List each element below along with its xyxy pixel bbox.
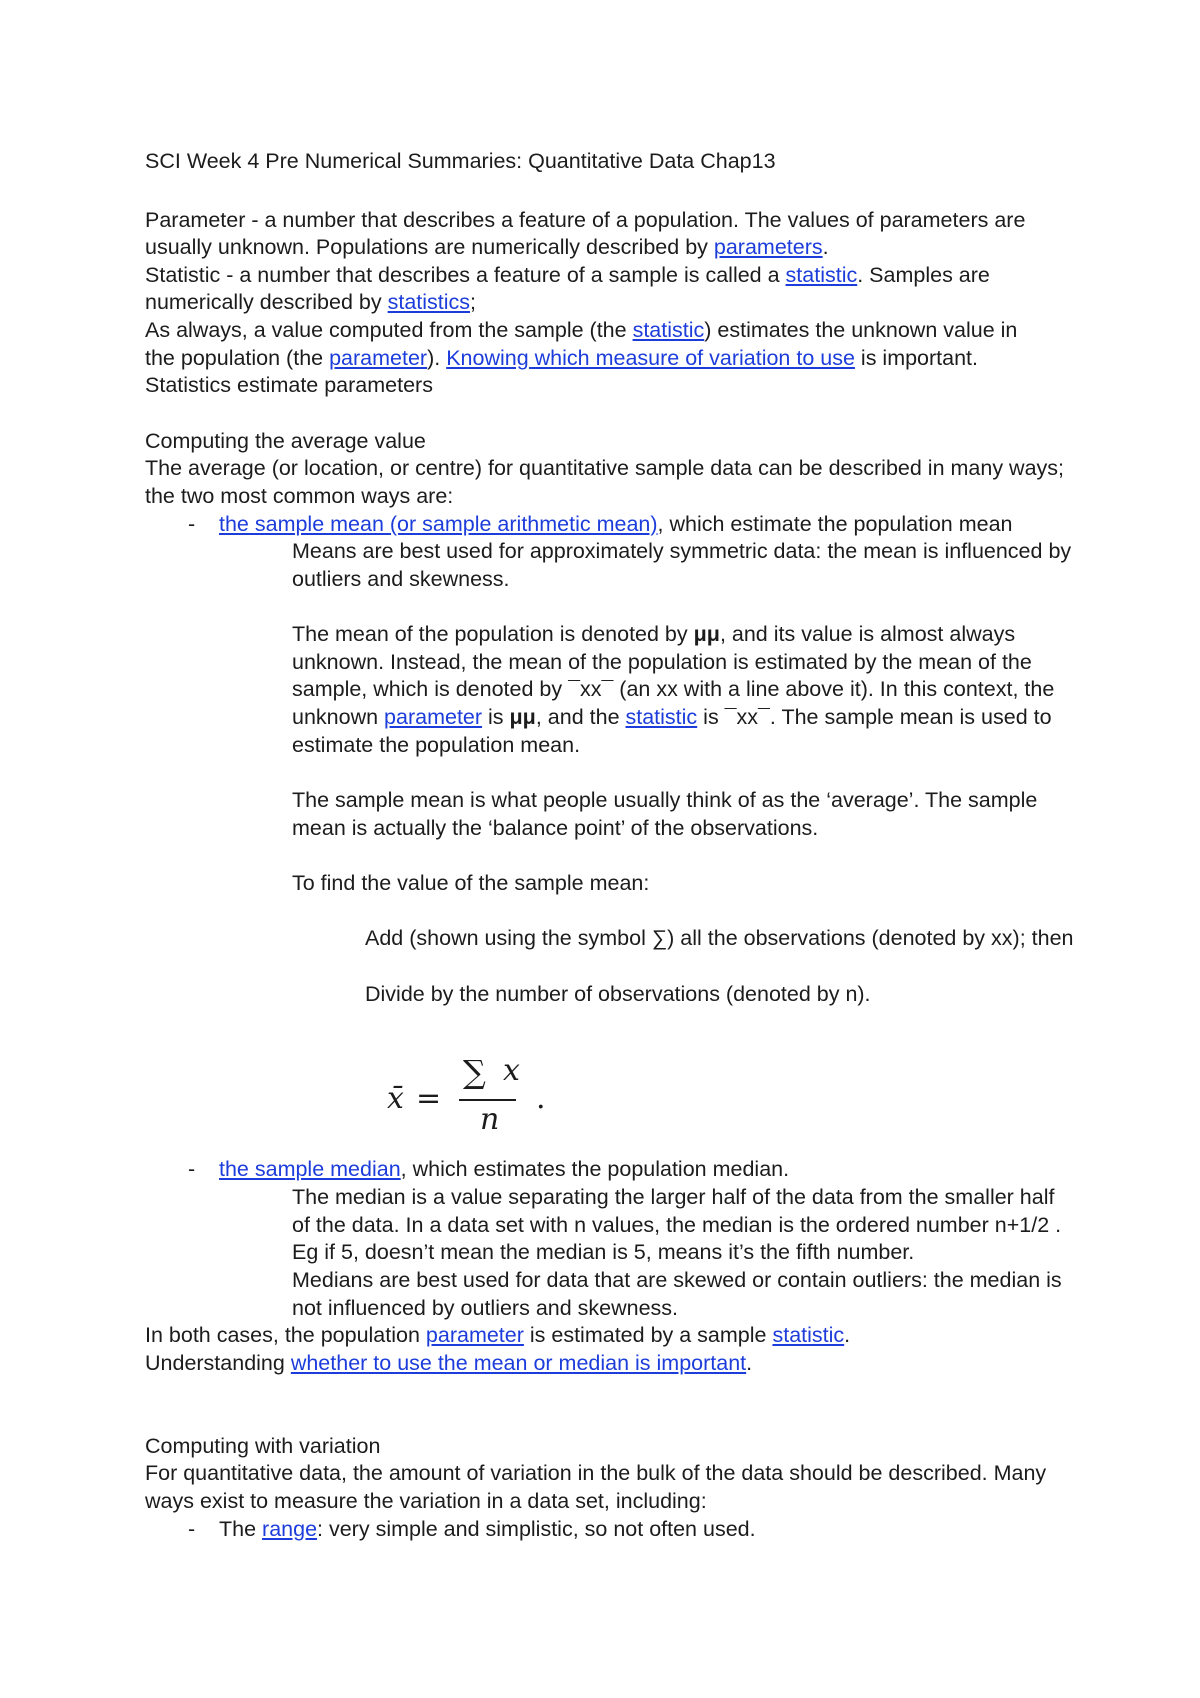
text-segment: usually unknown. Populations are numerically described by xyxy=(145,235,714,260)
text-segment: Statistics estimate parameters xyxy=(145,373,433,398)
text-segment: numerically described by xyxy=(145,290,388,315)
text-segment: is important. xyxy=(854,345,979,370)
paragraph-line xyxy=(145,732,1145,760)
text-segment: , and its value is almost always xyxy=(719,622,1016,647)
text-segment: . xyxy=(844,1323,851,1348)
paragraph-line: ways exist to measure the variation in a data set, including: xyxy=(145,1489,707,1514)
paragraph-line: The sample mean is what people usually think of as the ‘average’. The sample xyxy=(292,788,1038,813)
paragraph-line: of the data. In a data set with n values, the median is the ordered number n+1/2 . xyxy=(292,1212,1062,1237)
paragraph-line: To find the value of the sample mean: xyxy=(292,870,650,895)
bullet-sample-median xyxy=(145,1156,1145,1184)
step-line: Add (shown using the symbol ∑) all the observations (denoted by xx); then xyxy=(365,926,1074,951)
paragraph-line: The median is a value separating the larger half of the data from the smaller half xyxy=(292,1185,1055,1210)
definition-line xyxy=(145,289,1145,317)
text-segment: unknown. Instead, the mean of the population is estimated by the mean of the xyxy=(292,649,1032,674)
link-mean-or-median[interactable]: whether to use the mean or median is important xyxy=(290,1350,747,1375)
definition-line xyxy=(145,372,1145,400)
paragraph-line xyxy=(145,1322,1145,1350)
link-statistics[interactable]: statistics xyxy=(387,290,471,315)
definition-line xyxy=(145,234,1145,262)
bullet-marker: - xyxy=(188,1516,196,1541)
definition-line xyxy=(145,207,1145,235)
link-range[interactable]: range xyxy=(262,1516,318,1541)
definitions-block xyxy=(145,207,1145,400)
definition-line xyxy=(145,262,1145,290)
blank-line xyxy=(145,594,1145,622)
text-segment: ) estimates the unknown value in xyxy=(704,318,1018,343)
bullet-text xyxy=(219,1516,756,1544)
text-segment: is estimated by a sample xyxy=(523,1323,773,1348)
text-segment: , which estimate the population mean xyxy=(657,511,1013,536)
text-segment: As always, a value computed from the sample (the xyxy=(145,318,633,343)
text-segment: . xyxy=(822,235,829,260)
text-segment: : very simple and simplistic, so not often used. xyxy=(317,1516,756,1541)
paragraph-line: For quantitative data, the amount of variation in the bulk of the data should be described. Many xyxy=(145,1461,1047,1486)
link-measure-of-variation[interactable]: Knowing which measure of variation to use xyxy=(446,345,855,370)
paragraph-line: Medians are best used for data that are skewed or contain outliers: the median is xyxy=(292,1268,1062,1292)
link-statistic[interactable]: statistic xyxy=(632,318,705,343)
blank-line xyxy=(145,1405,1145,1433)
blank-line xyxy=(145,842,1145,870)
text-segment: , which estimates the population median. xyxy=(400,1157,790,1182)
text-segment: The mean of the population is denoted by xyxy=(292,622,694,647)
paragraph-line: mean is actually the ‘balance point’ of the observations. xyxy=(292,815,819,840)
text-segment: unknown xyxy=(292,705,385,730)
text-segment: Statistic - a number that describes a feature of a sample is called a xyxy=(145,262,786,287)
text-segment: the population (the xyxy=(145,345,330,370)
mu-symbol: μμ xyxy=(509,705,536,730)
sample-mean-formula xyxy=(145,1008,1145,1156)
mu-symbol: μμ xyxy=(693,622,720,647)
bullet-marker: - xyxy=(188,511,196,536)
document-body xyxy=(145,148,1145,1544)
link-parameter[interactable]: parameter xyxy=(425,1323,524,1348)
bullet-range xyxy=(145,1516,1145,1544)
blank-line xyxy=(145,400,1145,428)
text-segment: , and the xyxy=(535,705,626,730)
text-segment: is ¯xx¯. The sample mean is used to xyxy=(697,705,1052,730)
section-heading: Computing with variation xyxy=(145,1433,381,1458)
document-title: SCI Week 4 Pre Numerical Summaries: Quantitative Data Chap13 xyxy=(145,148,776,173)
paragraph-line: Eg if 5, doesn’t mean the median is 5, means it’s the fifth number. xyxy=(292,1240,915,1265)
link-sample-mean[interactable]: the sample mean (or sample arithmetic mean) xyxy=(219,511,658,536)
blank-line xyxy=(145,1378,1145,1406)
bullet-text xyxy=(219,511,1013,539)
text-segment: ; xyxy=(470,290,477,315)
paragraph-line xyxy=(145,1350,1145,1378)
text-segment: The xyxy=(219,1516,263,1541)
text-segment: is xyxy=(482,705,510,730)
text-segment: ). xyxy=(427,345,447,370)
link-parameters[interactable]: parameters xyxy=(713,235,823,260)
text-segment: . Samples are xyxy=(857,262,990,287)
bullet-sample-mean xyxy=(145,511,1145,539)
paragraph-line: outliers and skewness. xyxy=(292,566,510,591)
definition-line xyxy=(145,345,1145,373)
text-segment: In both cases, the population xyxy=(145,1323,426,1348)
text-segment: sample, which is denoted by ¯xx¯ (an xx with a line above it). In this context, the xyxy=(292,677,1055,702)
formula-fraction-bar xyxy=(459,1099,516,1100)
bullet-marker: - xyxy=(188,1157,196,1182)
blank-line xyxy=(145,898,1145,926)
formula-sum-symbol: ∑ xyxy=(463,1053,486,1092)
link-parameter[interactable]: parameter xyxy=(329,345,428,370)
formula-equals: = xyxy=(416,1081,442,1117)
paragraph-line: not influenced by outliers and skewness. xyxy=(292,1295,679,1320)
step-line: Divide by the number of observations (denoted by n). xyxy=(365,981,871,1006)
link-sample-median[interactable]: the sample median xyxy=(219,1157,401,1182)
formula-numerator-x: x xyxy=(503,1053,520,1089)
paragraph-line xyxy=(145,676,1145,704)
definition-line xyxy=(145,317,1145,345)
paragraph-line xyxy=(145,704,1145,732)
formula-x-bar: x̄ xyxy=(387,1081,404,1117)
text-segment: Understanding xyxy=(145,1350,291,1375)
bullet-text xyxy=(219,1156,789,1184)
paragraph-line: Means are best used for approximately symmetric data: the mean is influenced by xyxy=(292,539,1072,564)
paragraph-line: The average (or location, or centre) for quantitative sample data can be described in many ways; xyxy=(145,456,1065,481)
variation-section xyxy=(145,1433,1145,1544)
blank-line xyxy=(145,759,1145,787)
text-segment: estimate the population mean. xyxy=(292,732,581,757)
link-statistic[interactable]: statistic xyxy=(785,262,858,287)
text-segment: . xyxy=(746,1350,753,1375)
formula-period: . xyxy=(536,1081,546,1117)
text-segment: Parameter - a number that describes a feature of a population. The values of parameters are xyxy=(145,207,1026,232)
paragraph-line xyxy=(145,649,1145,677)
section-heading: Computing the average value xyxy=(145,428,426,453)
link-statistic[interactable]: statistic xyxy=(772,1323,845,1348)
link-statistic[interactable]: statistic xyxy=(625,705,698,730)
paragraph-line xyxy=(145,621,1145,649)
paragraph-line: the two most common ways are: xyxy=(145,483,454,508)
average-section xyxy=(145,428,1145,1378)
blank-line xyxy=(145,953,1145,981)
formula-denominator-n: n xyxy=(480,1102,500,1138)
blank-line xyxy=(145,179,1145,207)
link-parameter[interactable]: parameter xyxy=(384,705,483,730)
